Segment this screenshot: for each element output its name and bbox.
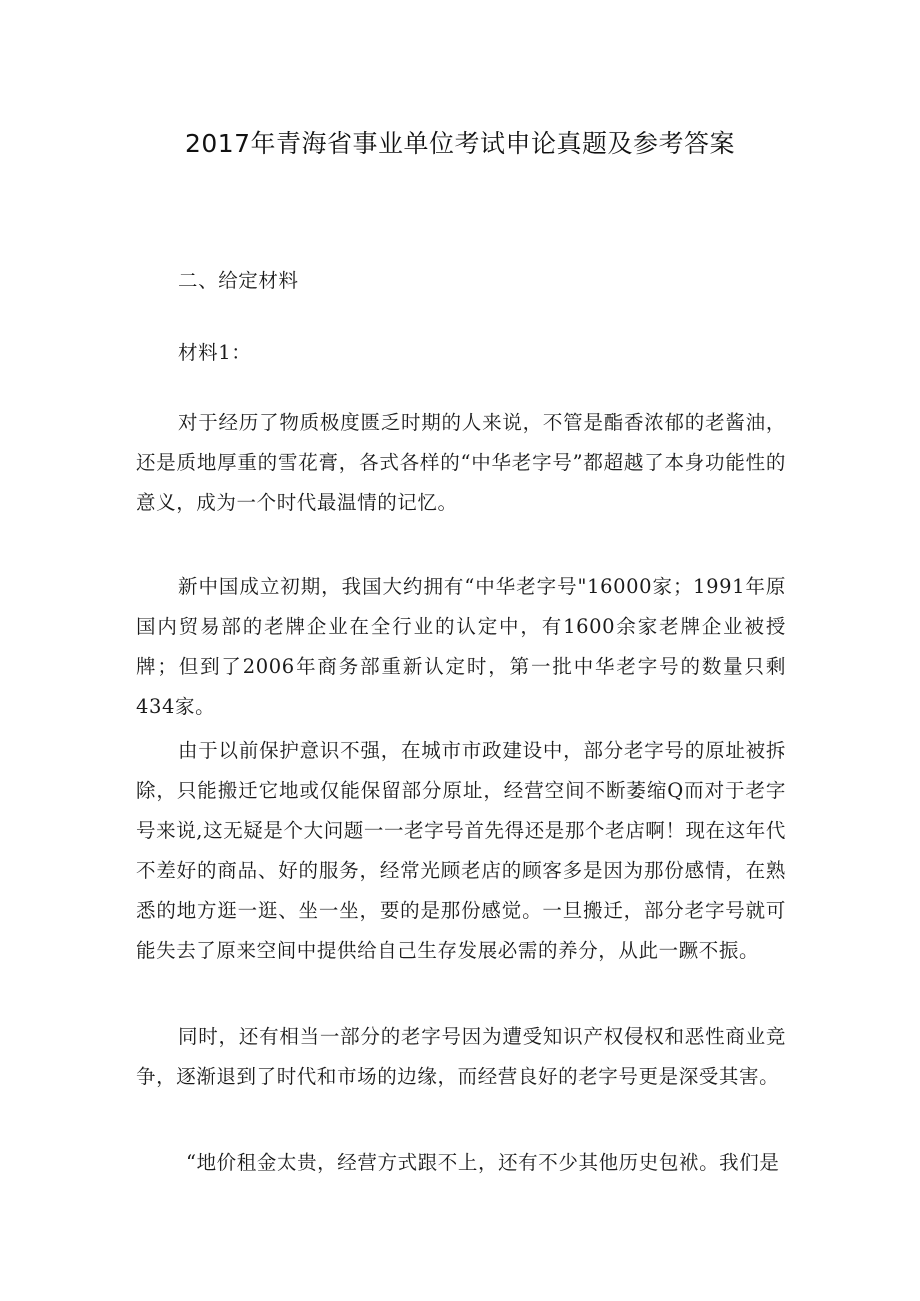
- paragraph-2: 新中国成立初期，我国大约拥有“中华老字号"16000家；1991年原国内贸易部的老牌企业在全行业的认定中，有1600余家老牌企业被授牌；但到了2006年商务部重新认定时，第一批中华老字号的数量只剩434家。: [136, 575, 786, 718]
- section-heading: 二、给定材料: [178, 269, 299, 292]
- paragraph-4: 同时，还有相当一部分的老字号因为遭受知识产权侵权和恶性商业竞争，逐渐退到了时代和市场的边缘，而经营良好的老字号更是深受其害。: [136, 1025, 786, 1088]
- document-title: 2017年青海省事业单位考试申论真题及参考答案: [184, 129, 736, 158]
- paragraph-1: 对于经历了物质极度匮乏时期的人来说，不管是酯香浓郁的老酱油，还是质地厚重的雪花膏，各式各样的“中华老字号”都超越了本身功能性的意义，成为一个时代最温情的记忆。: [136, 411, 786, 514]
- paragraph-5: “地价租金太贵，经营方式跟不上，还有不少其他历史包袱。我们是: [186, 1151, 780, 1174]
- paragraph-3: 由于以前保护意识不强，在城市市政建设中，部分老字号的原址被拆除，只能搬迁它地或仅能保留部分原址，经营空间不断萎缩Q而对于老字号来说,这无疑是个大问题一一老字号首先得还是那个老店啊！现在这年代不差好的商品、好的服务，经常光顾老店的顾客多是因为那份感情，在熟悉的地方逛一逛、坐一坐，要的是那份感觉。一旦搬迁，部分老字号就可能失去了原来空间中提供给自己生存发展必需的养分，从此一蹶不振。: [136, 739, 786, 962]
- material-label: 材料1：: [178, 341, 252, 364]
